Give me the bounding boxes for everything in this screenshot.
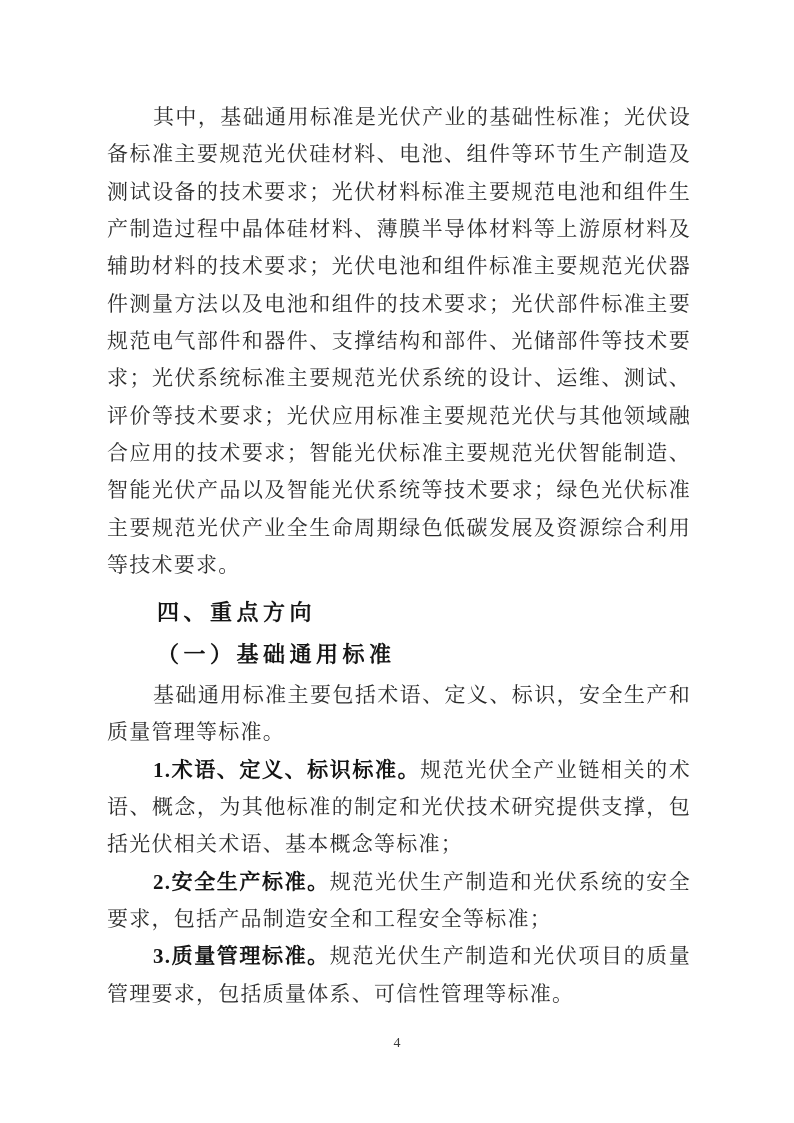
numbered-item-3-lead: 3.质量管理标准。 bbox=[153, 944, 330, 969]
subsection-heading: （一）基础通用标准 bbox=[157, 641, 396, 667]
section-heading: 四、重点方向 bbox=[157, 600, 317, 626]
numbered-item-1 bbox=[107, 752, 691, 864]
numbered-item-1-body: 规范光伏全产业链相关的术语、概念，为其他标准的制定和光伏技术研究提供支撑，包括光伏相关术语、基本概念等标准； bbox=[107, 757, 692, 857]
subsection-intro-paragraph: 基础通用标准主要包括术语、定义、标识，安全生产和质量管理等标准。 bbox=[107, 682, 691, 745]
numbered-item-2-lead: 2.安全生产标准。 bbox=[153, 869, 330, 894]
numbered-item-2-body: 规范光伏生产制造和光伏系统的安全要求，包括产品制造安全和工程安全等标准； bbox=[107, 869, 692, 931]
page-content bbox=[107, 99, 691, 1013]
numbered-item-3-body: 规范光伏生产制造和光伏项目的质量管理要求，包括质量体系、可信性管理等标准。 bbox=[107, 944, 692, 1006]
numbered-item-1-lead: 1.术语、定义、标识标准。 bbox=[153, 757, 421, 782]
overview-paragraph: 其中，基础通用标准是光伏产业的基础性标准；光伏设备标准主要规范光伏硅材料、电池、组件等环节生产制造及测试设备的技术要求；光伏材料标准主要规范电池和组件生产制造过程中晶体硅材料、薄膜半导体材料等上游原材料及辅助材料的技术要求；光伏电池和组件标准主要规范光伏器件测量方法以及电池和组件的技术要求；光伏部件标准主要规范电气部件和器件、支撑结构和部件、光储部件等技术要求；光伏系统标准主要规范光伏系统的设计、运维、测试、评价等技术要求；光伏应用标准主要规范光伏与其他领域融合应用的技术要求；智能光伏标准主要规范光伏智能制造、智能光伏产品以及智能光伏系统等技术要求；绿色光伏标准主要规范光伏产业全生命周期绿色低碳发展及资源综合利用等技术要求。 bbox=[107, 105, 691, 577]
numbered-item-2 bbox=[107, 864, 691, 939]
numbered-item-3 bbox=[107, 938, 691, 1013]
page-number: 4 bbox=[393, 1036, 401, 1051]
